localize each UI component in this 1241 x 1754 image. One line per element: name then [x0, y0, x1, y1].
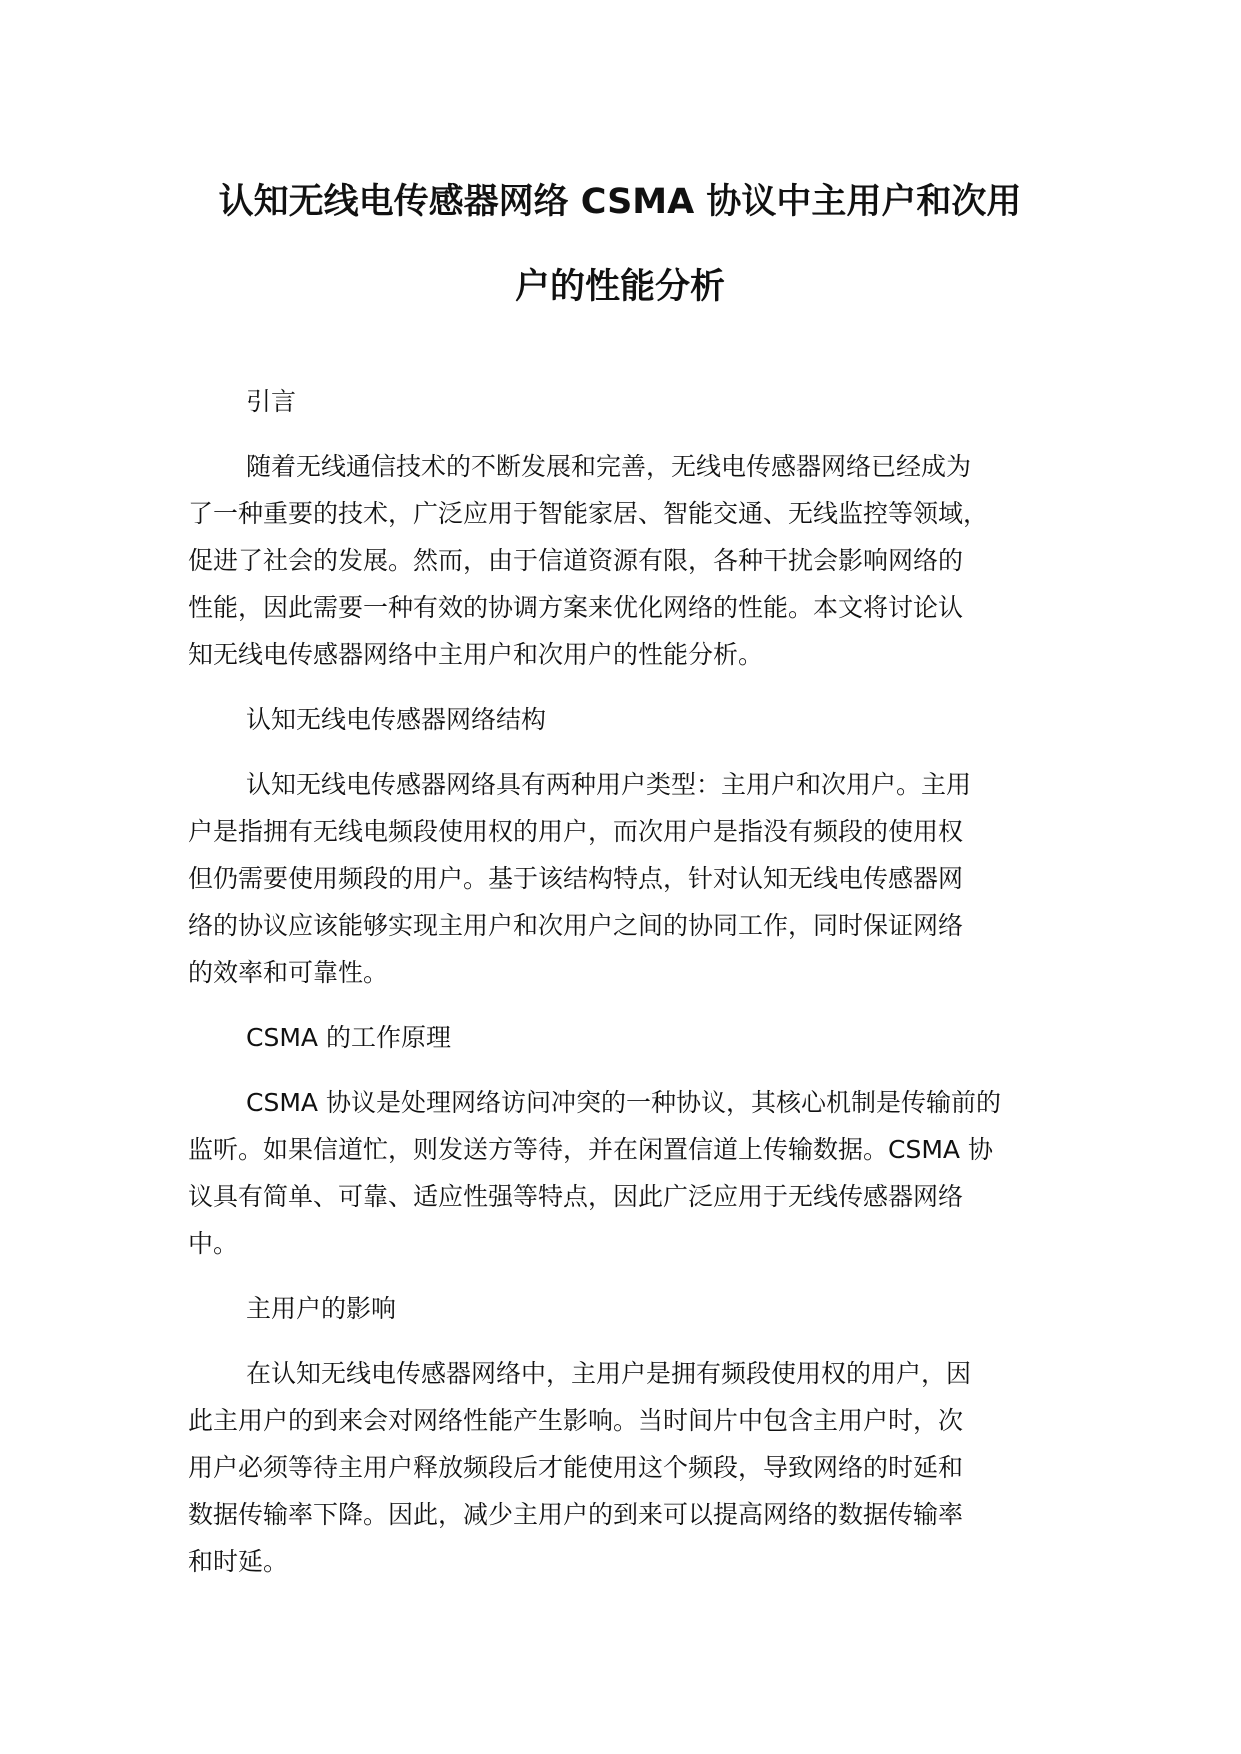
section-paragraph [188, 1350, 1073, 1585]
paragraph-line: 促进了社会的发展。然而，由于信道资源有限，各种干扰会影响网络的 [188, 546, 964, 575]
paragraph-line: 和时延。 [188, 1547, 289, 1576]
paragraph-line: 此主用户的到来会对网络性能产生影响。当时间片中包含主用户时，次 [188, 1406, 964, 1435]
section-csma-principle [188, 1014, 1073, 1285]
section-heading: 引言 [246, 387, 297, 416]
section-paragraph [188, 761, 1073, 996]
paragraph-line: 但仍需要使用频段的用户。基于该结构特点，针对认知无线电传感器网 [188, 864, 964, 893]
paragraph-line: 中。 [188, 1229, 239, 1258]
paragraph-line: 的效率和可靠性。 [188, 958, 389, 987]
document-body [188, 378, 1073, 1585]
section-paragraph [188, 443, 1073, 678]
paragraph-line: 户是指拥有无线电频段使用权的用户，而次用户是指没有频段的使用权 [188, 817, 964, 846]
section-heading: 认知无线电传感器网络结构 [246, 705, 547, 734]
paragraph-line: CSMA 协议是处理网络访问冲突的一种协议，其核心机制是传输前的 [246, 1088, 1001, 1117]
section-heading: CSMA 的工作原理 [246, 1023, 451, 1052]
paragraph-line: 用户必须等待主用户释放频段后才能使用这个频段，导致网络的时延和 [188, 1453, 964, 1482]
paragraph-line: 络的协议应该能够实现主用户和次用户之间的协同工作，同时保证网络 [188, 911, 964, 940]
section-paragraph [188, 1079, 1073, 1267]
paragraph-line: 监听。如果信道忙，则发送方等待，并在闲置信道上传输数据。CSMA 协 [188, 1135, 993, 1164]
paragraph-line: 随着无线通信技术的不断发展和完善，无线电传感器网络已经成为 [246, 452, 972, 481]
section-heading: 主用户的影响 [246, 1294, 397, 1323]
paragraph-line: 性能，因此需要一种有效的协调方案来优化网络的性能。本文将讨论认 [188, 593, 964, 622]
paragraph-line: 知无线电传感器网络中主用户和次用户的性能分析。 [188, 640, 764, 669]
section-network-structure [188, 696, 1073, 1014]
paragraph-line: 了一种重要的技术，广泛应用于智能家居、智能交通、无线监控等领域， [188, 499, 989, 528]
paragraph-line: 议具有简单、可靠、适应性强等特点，因此广泛应用于无线传感器网络 [188, 1182, 964, 1211]
paragraph-line: 认知无线电传感器网络具有两种用户类型：主用户和次用户。主用 [246, 770, 972, 799]
document-title-line-1: 认知无线电传感器网络 CSMA 协议中主用户和次用 [218, 182, 1022, 222]
paragraph-line: 在认知无线电传感器网络中，主用户是拥有频段使用权的用户，因 [246, 1359, 972, 1388]
section-introduction [188, 378, 1073, 696]
document-title-line-2: 户的性能分析 [514, 267, 725, 307]
section-primary-user-impact [188, 1285, 1073, 1585]
paragraph-line: 数据传输率下降。因此，减少主用户的到来可以提高网络的数据传输率 [188, 1500, 964, 1529]
